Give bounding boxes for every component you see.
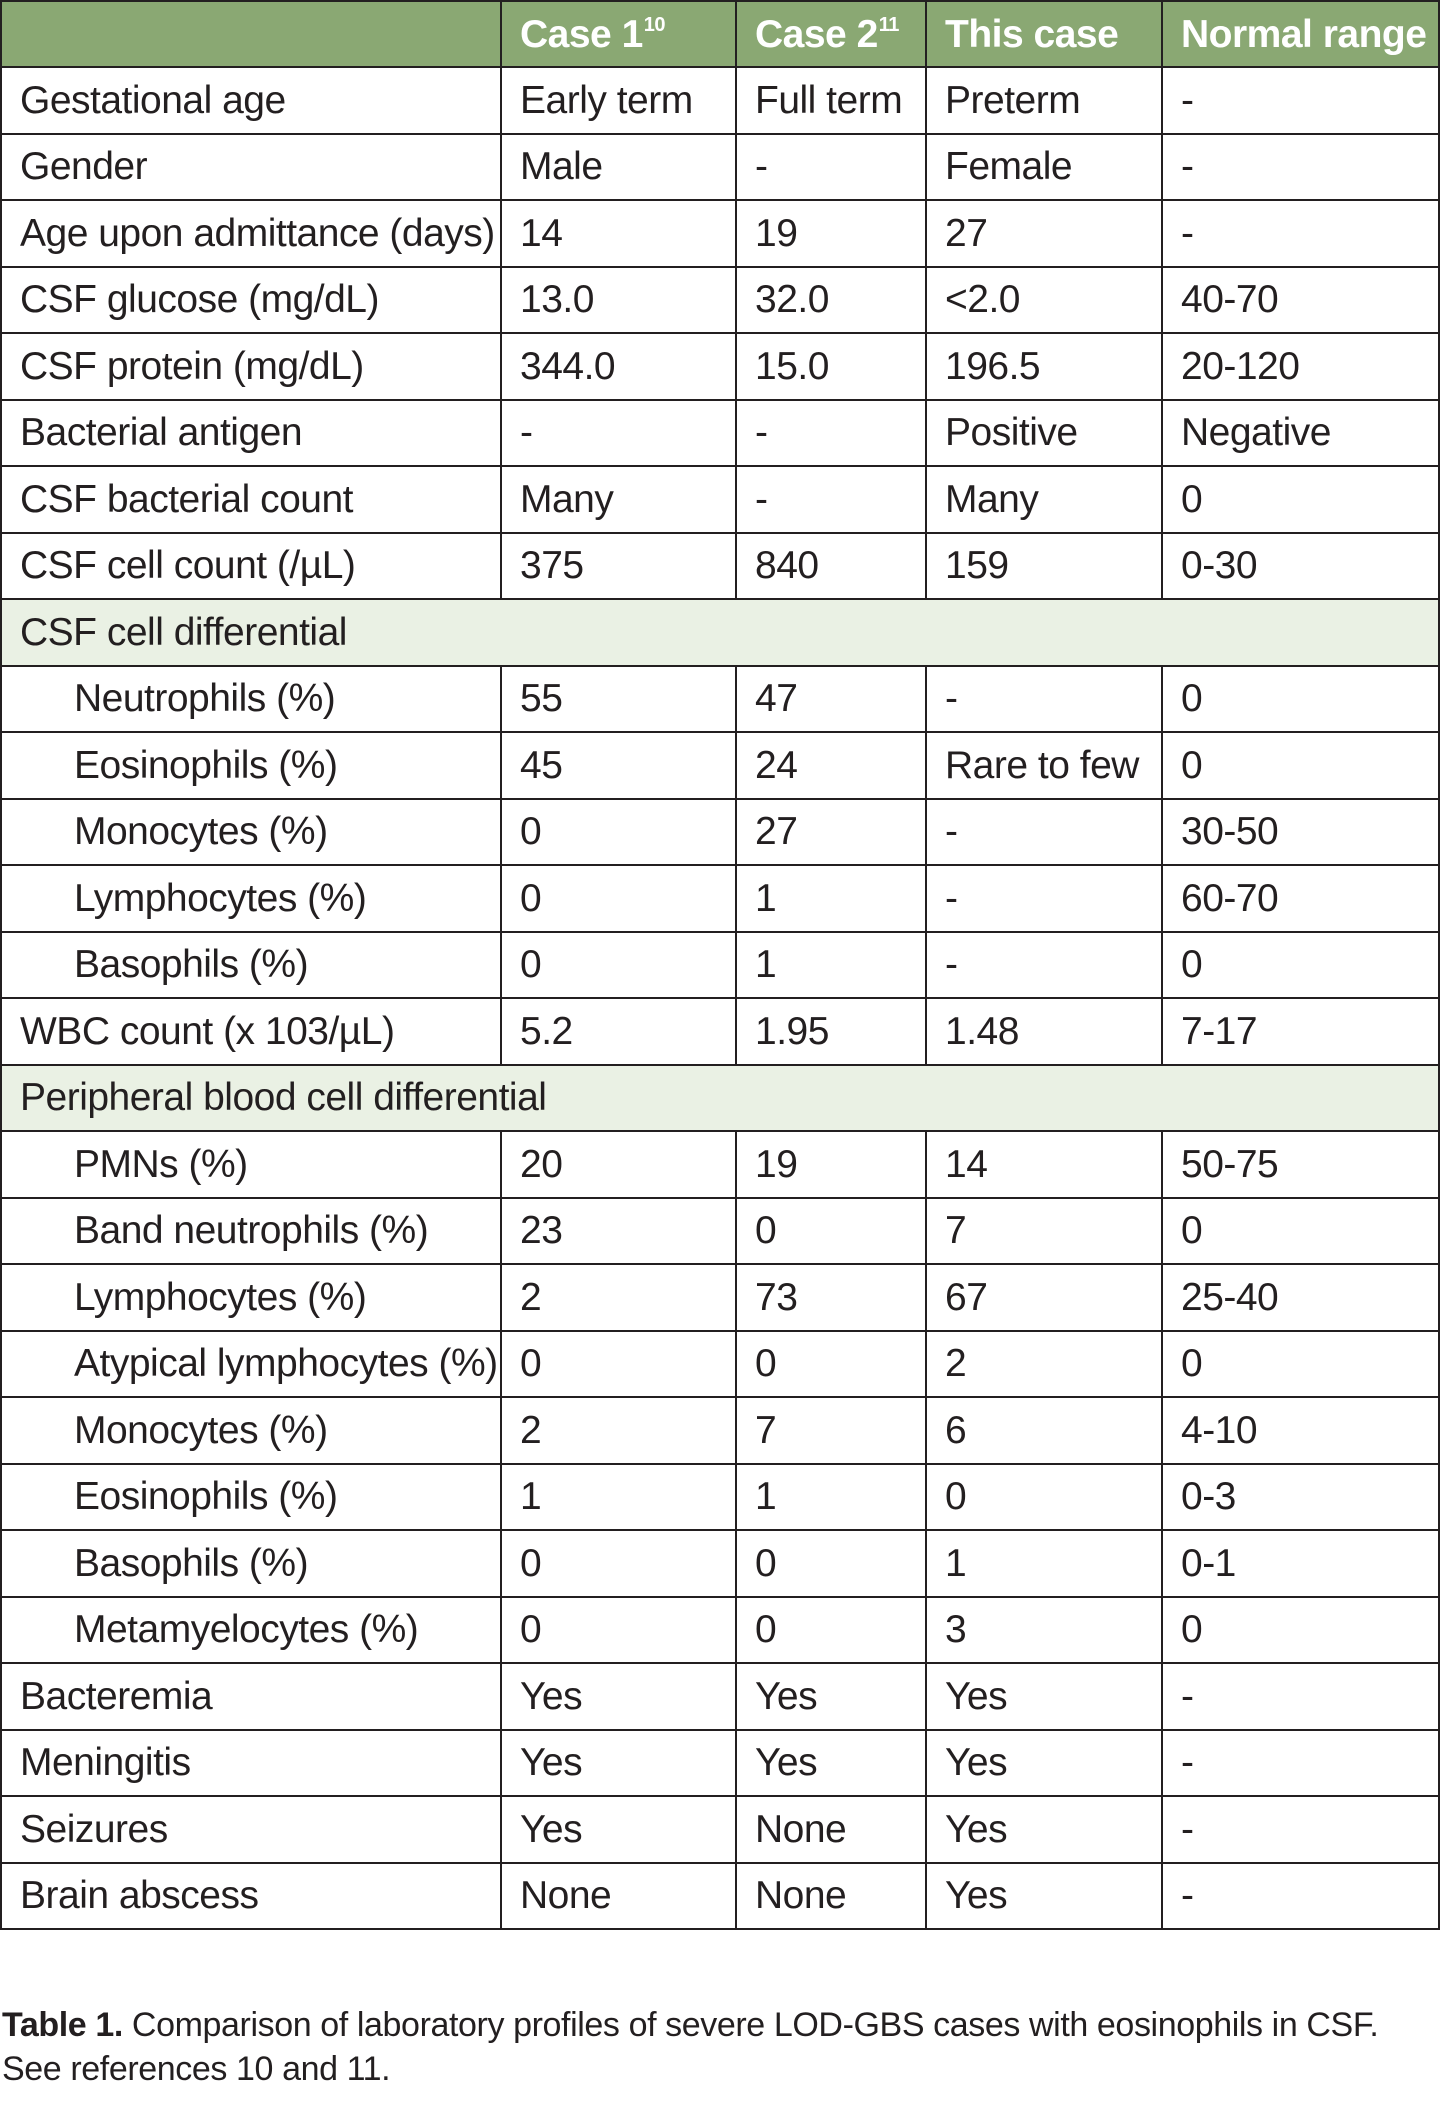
case-2-cell: - [736,400,926,467]
table-row [1,998,1439,1065]
header-case-1 [501,1,736,67]
case-1-cell: 0 [501,865,736,932]
table-row [1,1397,1439,1464]
normal-range-cell: 0-3 [1162,1464,1439,1531]
table-row [1,67,1439,134]
case-2-cell: 0 [736,1198,926,1265]
case-1-cell: 20 [501,1131,736,1198]
this-case-cell: 67 [926,1264,1162,1331]
this-case-cell: 1.48 [926,998,1162,1065]
table-row [1,799,1439,866]
section-header-label: CSF cell differential [1,599,1439,666]
this-case-cell: Yes [926,1863,1162,1930]
header-case-2-reference: 11 [878,13,899,36]
this-case-cell: Yes [926,1730,1162,1797]
normal-range-cell: 30-50 [1162,799,1439,866]
case-2-cell: - [736,134,926,201]
table-row [1,1597,1439,1664]
this-case-cell: - [926,799,1162,866]
case-1-cell: Early term [501,67,736,134]
normal-range-cell: 0 [1162,1597,1439,1664]
case-1-cell: 14 [501,200,736,267]
header-case-1-label: Case 1 [520,12,643,56]
case-2-cell: 1 [736,865,926,932]
case-2-cell: 7 [736,1397,926,1464]
this-case-cell: 14 [926,1131,1162,1198]
normal-range-cell: - [1162,1863,1439,1930]
parameter-cell: Basophils (%) [1,932,501,999]
case-1-cell: 1 [501,1464,736,1531]
table-caption [2,2003,1432,2091]
table-row [1,466,1439,533]
parameter-cell: Neutrophils (%) [1,666,501,733]
case-2-cell: 0 [736,1331,926,1398]
normal-range-cell: - [1162,1730,1439,1797]
table-row [1,865,1439,932]
normal-range-cell: 50-75 [1162,1131,1439,1198]
this-case-cell: Yes [926,1663,1162,1730]
case-2-cell: 32.0 [736,267,926,334]
parameter-cell: Bacterial antigen [1,400,501,467]
case-1-cell: 344.0 [501,333,736,400]
normal-range-cell: 25-40 [1162,1264,1439,1331]
case-1-cell: Many [501,466,736,533]
this-case-cell: 3 [926,1597,1162,1664]
parameter-cell: CSF glucose (mg/dL) [1,267,501,334]
case-2-cell: 1 [736,1464,926,1531]
case-1-cell: 0 [501,1331,736,1398]
case-1-cell: 5.2 [501,998,736,1065]
parameter-cell: Lymphocytes (%) [1,1264,501,1331]
this-case-cell: - [926,932,1162,999]
section-header-row [1,599,1439,666]
table-row [1,1863,1439,1930]
parameter-cell: Atypical lymphocytes (%) [1,1331,501,1398]
this-case-cell: Yes [926,1796,1162,1863]
normal-range-cell: 0 [1162,732,1439,799]
case-1-cell: 375 [501,533,736,600]
table-row [1,1730,1439,1797]
header-this-case-label: This case [945,12,1119,56]
normal-range-cell: 0 [1162,466,1439,533]
case-2-cell: 19 [736,1131,926,1198]
case-2-cell: Full term [736,67,926,134]
parameter-cell: Band neutrophils (%) [1,1198,501,1265]
case-1-cell: 23 [501,1198,736,1265]
case-2-cell: Yes [736,1663,926,1730]
parameter-cell: CSF cell count (/µL) [1,533,501,600]
this-case-cell: 159 [926,533,1162,600]
normal-range-cell: - [1162,200,1439,267]
header-corner-cell [1,1,501,67]
case-1-cell: Male [501,134,736,201]
normal-range-cell: - [1162,1796,1439,1863]
parameter-cell: Eosinophils (%) [1,732,501,799]
table-row [1,1198,1439,1265]
this-case-cell: Preterm [926,67,1162,134]
case-1-cell: Yes [501,1796,736,1863]
table-row [1,533,1439,600]
caption-text: Comparison of laboratory profiles of severe LOD-GBS cases with eosinophils in CSF. See references 10 and 11. [2,2006,1379,2088]
case-2-cell: Yes [736,1730,926,1797]
table-body [1,67,1439,1929]
case-2-cell: 15.0 [736,333,926,400]
parameter-cell: PMNs (%) [1,1131,501,1198]
case-2-cell: 73 [736,1264,926,1331]
table-row [1,200,1439,267]
parameter-cell: Lymphocytes (%) [1,865,501,932]
normal-range-cell: 20-120 [1162,333,1439,400]
table-row [1,1464,1439,1531]
parameter-cell: CSF protein (mg/dL) [1,333,501,400]
parameter-cell: Basophils (%) [1,1530,501,1597]
case-2-cell: 1 [736,932,926,999]
table-row [1,134,1439,201]
table-row [1,1264,1439,1331]
case-2-cell: 47 [736,666,926,733]
this-case-cell: - [926,666,1162,733]
case-2-cell: None [736,1796,926,1863]
table-row [1,400,1439,467]
case-1-cell: 13.0 [501,267,736,334]
normal-range-cell: 40-70 [1162,267,1439,334]
normal-range-cell: 0 [1162,932,1439,999]
table-header [1,1,1439,67]
case-1-cell: None [501,1863,736,1930]
case-1-cell: Yes [501,1730,736,1797]
normal-range-cell: 0-1 [1162,1530,1439,1597]
header-case-1-reference: 10 [643,13,666,36]
case-1-cell: 55 [501,666,736,733]
normal-range-cell: - [1162,134,1439,201]
case-1-cell: 0 [501,1597,736,1664]
this-case-cell: <2.0 [926,267,1162,334]
this-case-cell: 0 [926,1464,1162,1531]
this-case-cell: 2 [926,1331,1162,1398]
normal-range-cell: 0 [1162,666,1439,733]
case-2-cell: None [736,1863,926,1930]
parameter-cell: CSF bacterial count [1,466,501,533]
normal-range-cell: 0 [1162,1198,1439,1265]
case-2-cell: 0 [736,1530,926,1597]
case-2-cell: - [736,466,926,533]
caption-label: Table 1. [2,2006,123,2044]
case-2-cell: 1.95 [736,998,926,1065]
parameter-cell: Seizures [1,1796,501,1863]
case-2-cell: 24 [736,732,926,799]
case-1-cell: Yes [501,1663,736,1730]
case-1-cell: - [501,400,736,467]
parameter-cell: Brain abscess [1,1863,501,1930]
header-normal-range [1162,1,1439,67]
this-case-cell: - [926,865,1162,932]
this-case-cell: 7 [926,1198,1162,1265]
case-1-cell: 0 [501,1530,736,1597]
header-this-case [926,1,1162,67]
table-row [1,932,1439,999]
parameter-cell: Monocytes (%) [1,1397,501,1464]
case-2-cell: 840 [736,533,926,600]
table-row [1,333,1439,400]
parameter-cell: Eosinophils (%) [1,1464,501,1531]
header-normal-range-label: Normal range [1181,12,1427,56]
case-1-cell: 45 [501,732,736,799]
case-1-cell: 0 [501,799,736,866]
normal-range-cell: 0 [1162,1331,1439,1398]
this-case-cell: 1 [926,1530,1162,1597]
table-row [1,666,1439,733]
parameter-cell: Metamyelocytes (%) [1,1597,501,1664]
table-row [1,1530,1439,1597]
section-header-row [1,1065,1439,1132]
parameter-cell: WBC count (x 103/µL) [1,998,501,1065]
table-row [1,1131,1439,1198]
case-1-cell: 2 [501,1264,736,1331]
this-case-cell: Rare to few [926,732,1162,799]
this-case-cell: 196.5 [926,333,1162,400]
header-case-2-label: Case 2 [755,12,878,56]
parameter-cell: Gender [1,134,501,201]
this-case-cell: Many [926,466,1162,533]
normal-range-cell: - [1162,67,1439,134]
case-2-cell: 27 [736,799,926,866]
normal-range-cell: 0-30 [1162,533,1439,600]
case-1-cell: 2 [501,1397,736,1464]
table-row [1,267,1439,334]
table-row [1,1796,1439,1863]
normal-range-cell: Negative [1162,400,1439,467]
header-row [1,1,1439,67]
normal-range-cell: 4-10 [1162,1397,1439,1464]
case-1-cell: 0 [501,932,736,999]
header-case-2 [736,1,926,67]
parameter-cell: Gestational age [1,67,501,134]
section-header-label: Peripheral blood cell differential [1,1065,1439,1132]
case-2-cell: 19 [736,200,926,267]
normal-range-cell: 60-70 [1162,865,1439,932]
parameter-cell: Age upon admittance (days) [1,200,501,267]
table-row [1,1663,1439,1730]
this-case-cell: 27 [926,200,1162,267]
this-case-cell: Female [926,134,1162,201]
this-case-cell: Positive [926,400,1162,467]
normal-range-cell: 7-17 [1162,998,1439,1065]
normal-range-cell: - [1162,1663,1439,1730]
parameter-cell: Bacteremia [1,1663,501,1730]
parameter-cell: Monocytes (%) [1,799,501,866]
parameter-cell: Meningitis [1,1730,501,1797]
table-row [1,1331,1439,1398]
this-case-cell: 6 [926,1397,1162,1464]
table-row [1,732,1439,799]
case-2-cell: 0 [736,1597,926,1664]
